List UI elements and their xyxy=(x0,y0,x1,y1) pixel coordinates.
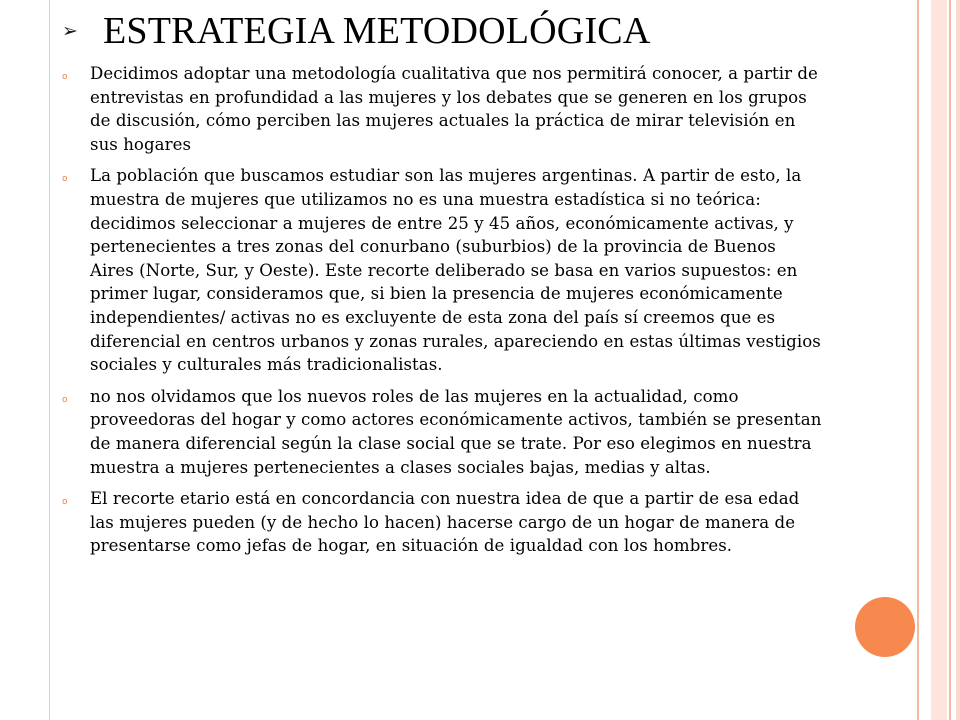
slide-title: ESTRATEGIA METODOLÓGICA xyxy=(103,10,651,52)
bullet-item xyxy=(62,385,822,479)
arrow-bullet-icon: ➢ xyxy=(62,19,78,42)
bullet-list xyxy=(62,62,822,566)
left-border-line xyxy=(49,0,50,720)
bullet-item xyxy=(62,62,822,156)
circle-bullet-icon: o xyxy=(62,174,68,185)
right-band-edge xyxy=(956,0,960,720)
right-band-line-1 xyxy=(917,0,919,720)
orange-circle-decoration xyxy=(855,597,915,657)
bullet-item xyxy=(62,164,822,376)
circle-bullet-icon: o xyxy=(62,72,68,82)
circle-bullet-icon: o xyxy=(62,497,68,508)
bullet-item xyxy=(62,487,822,558)
slide-title-row xyxy=(62,8,902,54)
bullet-text: La población que buscamos estudiar son las mujeres argentinas. A partir de esto, la muestra de mujeres que utilizamos no es una muestra estadística si no teórica: decidimos seleccionar a mujeres de entre 25 y 45 años, económicamente activas, y pertenecientes a tres zonas del conurbano (suburbios) de la provincia de Buenos Aires (Norte, Sur, y Oeste). Este recorte deliberado se basa en varios supuestos: en primer lugar, consideramos que, si bien la presencia de mujeres económicamente independientes/ activas no es excluyente de esta zona del país sí creemos que es diferencial en centros urbanos y zonas rurales, apareciendo en estas últimas vestigios sociales y culturales más tradicionalistas. xyxy=(90,166,821,375)
bullet-text: Decidimos adoptar una metodología cualitativa que nos permitirá conocer, a partir de entrevistas en profundidad a las mujeres y los debates que se generen en los grupos de discusión, cómo perciben las mujeres actuales la práctica de mirar televisión en sus hogares xyxy=(90,64,818,154)
bullet-text: El recorte etario está en concordancia con nuestra idea de que a partir de esa edad las mujeres pueden (y de hecho lo hacen) hacerse cargo de un hogar de manera de presentarse como jefas de hogar, en situación de igualdad con los hombres. xyxy=(90,489,800,556)
right-band-line-2 xyxy=(949,0,951,720)
bullet-text: no nos olvidamos que los nuevos roles de las mujeres en la actualidad, como proveedoras del hogar y como actores económicamente activos, también se presentan de manera diferencial según la clase social que se trate. Por eso elegimos en nuestra muestra a mujeres pertenecientes a clases sociales bajas, medias y altas. xyxy=(90,386,822,477)
right-band-wide xyxy=(931,0,947,720)
circle-bullet-icon: o xyxy=(62,394,68,405)
